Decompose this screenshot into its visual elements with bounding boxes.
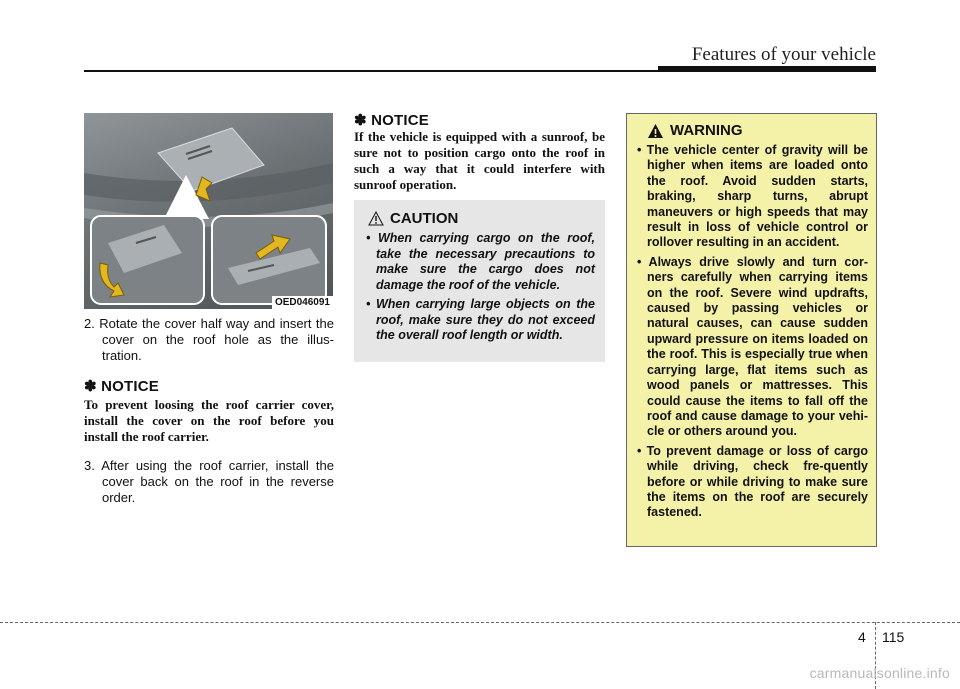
caution-item: • When carrying cargo on the roof, take the necessary precautions to make sure the cargo does not damage the roof of the vehicle. xyxy=(366,231,595,292)
left-notice-text: To prevent loosing the roof carrier cover, install the cover on the roof before you install the roof carrier. xyxy=(84,397,334,444)
header-rule xyxy=(84,70,660,72)
watermark: carmanualsonline.info xyxy=(809,665,950,681)
caution-title xyxy=(366,210,595,227)
header-rule-accent xyxy=(658,66,876,72)
caution-title-text: CAUTION xyxy=(390,210,459,227)
warning-list xyxy=(637,143,868,521)
inset-rotate xyxy=(91,216,204,304)
step-3-number: 3. xyxy=(84,458,95,473)
roof-cover-photo xyxy=(84,113,333,309)
warning-item: • Always drive slowly and turn cor-ners carefully when carrying items on the roof. Severe wind updrafts, caused by passing vehicles or natural causes, can cause sudden upward pressure on items loaded on the roof. This is especially true when carrying large, flat items such as wood panels or mattresses. This could cause the items to fall off the roof and cause damage to your vehi-cle or others around you. xyxy=(637,254,868,439)
step-2-number: 2. xyxy=(84,316,95,331)
middle-notice-heading: ✽ NOTICE xyxy=(354,112,430,129)
inset-slide xyxy=(212,216,326,304)
step-2-text: Rotate the cover half way and insert the cover on the roof hole as the illus-tration. xyxy=(99,316,334,363)
warning-triangle-icon xyxy=(647,123,664,139)
caution-box xyxy=(354,200,605,362)
image-code: OED046091 xyxy=(272,296,333,309)
warning-item: • To prevent damage or loss of cargo while driving, check fre-quently before or while driving to make sure the items on the roof are securely fastened. xyxy=(637,443,868,520)
warning-title xyxy=(637,122,868,139)
warning-title-text: WARNING xyxy=(670,122,743,139)
middle-notice-text: If the vehicle is equipped with a sunroof, be sure not to position cargo onto the roof in such a way that it could interfere with sunroof operation. xyxy=(354,129,605,192)
step-3 xyxy=(84,458,334,506)
step-2 xyxy=(84,316,334,364)
footer-rule xyxy=(0,622,960,623)
left-notice-heading: ✽ NOTICE xyxy=(84,378,160,395)
warning-item: • The vehicle center of gravity will be higher when items are loaded onto the roof. Avoid sudden starts, braking, sharp turns, abrupt maneuvers or high speeds that may result in loss of vehicle control or rollover resulting in an accident. xyxy=(637,143,868,250)
chapter-number: 4 xyxy=(858,629,866,645)
section-title: Features of your vehicle xyxy=(691,44,876,65)
roof-cover-illustration xyxy=(84,113,333,309)
step-3-text: After using the roof carrier, install the cover back on the roof in the reverse order. xyxy=(101,458,334,505)
warning-box xyxy=(626,113,877,547)
caution-item: • When carrying large objects on the roof, make sure they do not exceed the overall roof length or width. xyxy=(366,297,595,342)
page-number: 115 xyxy=(882,629,905,645)
caution-triangle-icon xyxy=(368,211,384,226)
caution-list xyxy=(366,231,595,344)
